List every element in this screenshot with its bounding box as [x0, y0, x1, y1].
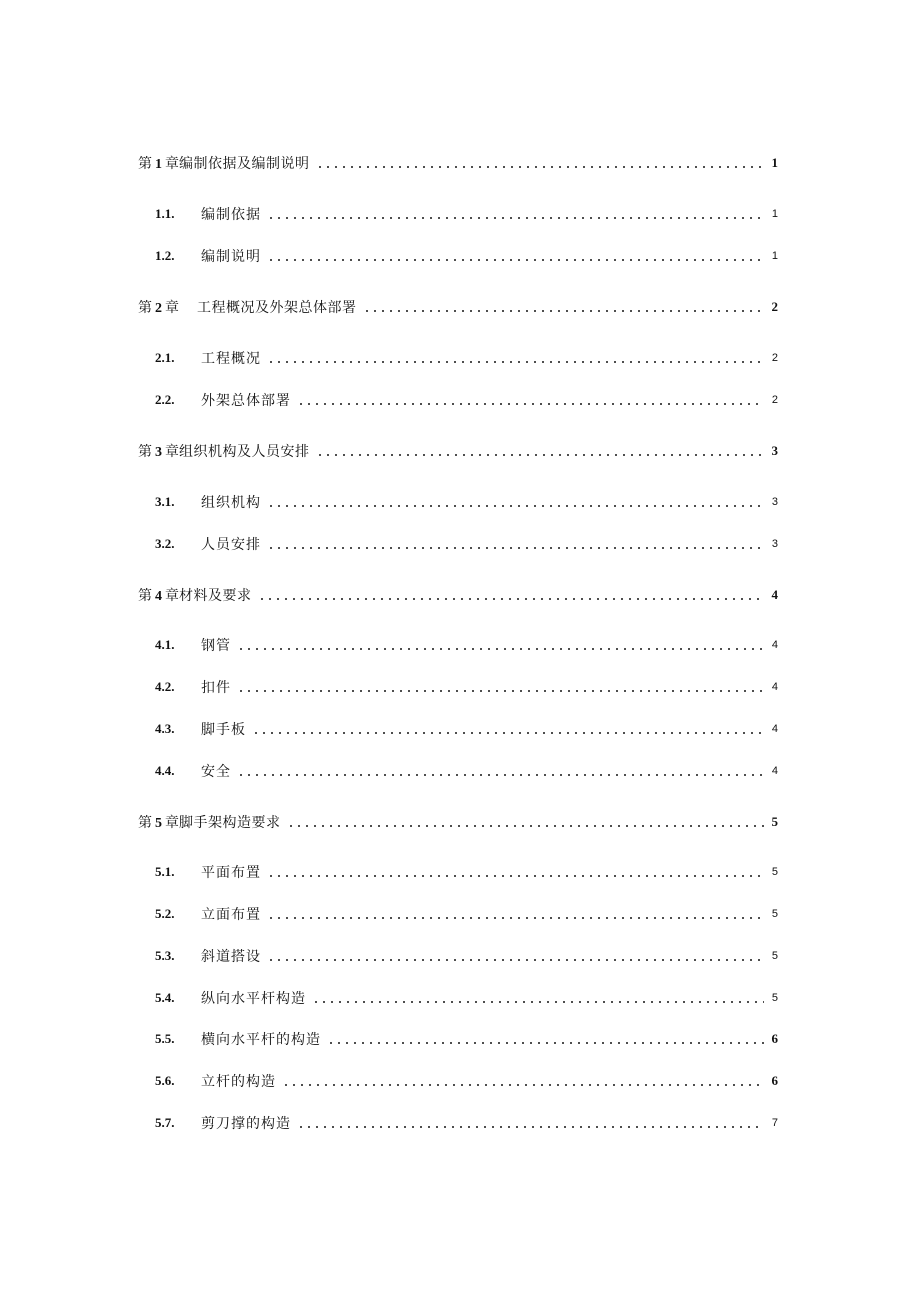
- section-title: 外架总体部署: [201, 393, 291, 409]
- page-number: 6: [771, 1073, 778, 1088]
- chapter-number: 5: [155, 816, 162, 831]
- section-number: 5.2.: [155, 906, 175, 921]
- section-title: 平面布置: [201, 865, 261, 881]
- toc-section-entry[interactable]: [155, 861, 778, 883]
- section-title: 人员安排: [201, 537, 261, 553]
- section-number: 3.2.: [155, 536, 175, 551]
- page-number: 5: [771, 908, 778, 920]
- section-title: 扣件: [201, 680, 231, 696]
- dot-leader: [267, 917, 764, 919]
- section-number: 4.1.: [155, 637, 175, 652]
- chapter-suffix: 章: [165, 588, 179, 604]
- section-number: 5.3.: [155, 948, 175, 963]
- section-number: 4.3.: [155, 721, 175, 736]
- page-number: 4: [771, 587, 778, 602]
- section-number: 4.2.: [155, 679, 175, 694]
- chapter-prefix: 第: [138, 300, 152, 316]
- toc-section-entry[interactable]: [155, 1112, 778, 1134]
- section-number: 5.1.: [155, 864, 175, 879]
- dot-leader: [267, 217, 764, 219]
- section-title: 立杆的构造: [201, 1074, 276, 1090]
- section-title: 纵向水平杆构造: [201, 991, 306, 1007]
- chapter-number: 2: [155, 301, 162, 316]
- page-number: 3: [771, 496, 778, 508]
- dot-leader: [252, 732, 764, 734]
- dot-leader: [267, 259, 764, 261]
- section-number: 2.1.: [155, 350, 175, 365]
- section-number: 5.4.: [155, 990, 175, 1005]
- dot-leader: [267, 959, 764, 961]
- dot-leader: [297, 1126, 764, 1128]
- dot-leader: [363, 310, 765, 312]
- toc-section-entry[interactable]: [155, 203, 778, 225]
- section-number: 1.2.: [155, 248, 175, 263]
- toc-chapter-entry[interactable]: [138, 584, 778, 606]
- section-number: 2.2.: [155, 392, 175, 407]
- page-number: 4: [771, 681, 778, 693]
- chapter-title: 材料及要求: [179, 588, 252, 604]
- toc-section-entry[interactable]: [155, 245, 778, 267]
- page-number: 5: [771, 814, 778, 829]
- page-number: 3: [771, 538, 778, 550]
- dot-leader: [267, 505, 764, 507]
- section-title: 安全: [201, 764, 231, 780]
- toc-section-entry[interactable]: [155, 760, 778, 782]
- chapter-label: [138, 812, 179, 832]
- toc-section-entry[interactable]: [155, 1070, 778, 1092]
- dot-leader: [267, 361, 764, 363]
- page-number: 6: [771, 1031, 778, 1046]
- toc-section-entry[interactable]: [155, 634, 778, 656]
- section-title: 编制说明: [201, 249, 261, 265]
- chapter-prefix: 第: [138, 444, 152, 460]
- section-number: 4.4.: [155, 763, 175, 778]
- section-title: 剪刀撑的构造: [201, 1116, 291, 1132]
- chapter-label: [138, 297, 179, 317]
- page-number: 1: [771, 250, 778, 262]
- chapter-suffix: 章: [165, 444, 179, 460]
- dot-leader: [282, 1084, 764, 1086]
- section-number: 5.5.: [155, 1031, 175, 1046]
- toc-section-entry[interactable]: [155, 945, 778, 967]
- section-number: 3.1.: [155, 494, 175, 509]
- chapter-suffix: 章: [165, 815, 179, 831]
- page-number: 5: [771, 950, 778, 962]
- dot-leader: [237, 690, 764, 692]
- chapter-title: 组织机构及人员安排: [179, 444, 310, 460]
- page-number: 4: [771, 639, 778, 651]
- section-title: 组织机构: [201, 495, 261, 511]
- dot-leader: [258, 598, 765, 600]
- chapter-title: 工程概况及外架总体部署: [197, 300, 357, 316]
- dot-leader: [287, 825, 765, 827]
- toc-section-entry[interactable]: [155, 718, 778, 740]
- page-number: 4: [771, 765, 778, 777]
- chapter-suffix: 章: [165, 156, 179, 172]
- toc-chapter-entry[interactable]: [138, 440, 778, 462]
- section-title: 工程概况: [201, 351, 261, 367]
- dot-leader: [327, 1042, 764, 1044]
- toc-chapter-entry[interactable]: [138, 296, 778, 318]
- page-number: 2: [771, 299, 778, 314]
- section-number: 5.6.: [155, 1073, 175, 1088]
- page-number: 5: [771, 866, 778, 878]
- section-title: 编制依据: [201, 207, 261, 223]
- chapter-prefix: 第: [138, 588, 152, 604]
- section-title: 脚手板: [201, 722, 246, 738]
- section-title: 横向水平杆的构造: [201, 1032, 321, 1048]
- toc-section-entry[interactable]: [155, 987, 778, 1009]
- page-number: 1: [771, 155, 778, 170]
- chapter-label: [138, 153, 179, 173]
- dot-leader: [316, 454, 765, 456]
- page-number: 4: [771, 723, 778, 735]
- chapter-label: [138, 585, 179, 605]
- dot-leader: [312, 1001, 764, 1003]
- section-title: 钢管: [201, 638, 231, 654]
- section-number: 1.1.: [155, 206, 175, 221]
- toc-section-entry[interactable]: [155, 347, 778, 369]
- page-number: 1: [771, 208, 778, 220]
- toc-section-entry[interactable]: [155, 903, 778, 925]
- toc-section-entry[interactable]: [155, 676, 778, 698]
- toc-section-entry[interactable]: [155, 1028, 778, 1050]
- chapter-title: 脚手架构造要求: [179, 815, 281, 831]
- section-title: 立面布置: [201, 907, 261, 923]
- chapter-suffix: 章: [165, 300, 179, 316]
- dot-leader: [237, 648, 764, 650]
- chapter-number: 1: [155, 157, 162, 172]
- dot-leader: [267, 547, 764, 549]
- chapter-title: 编制依据及编制说明: [179, 156, 310, 172]
- dot-leader: [316, 166, 765, 168]
- toc-section-entry[interactable]: [155, 491, 778, 513]
- chapter-prefix: 第: [138, 156, 152, 172]
- section-title: 斜道搭设: [201, 949, 261, 965]
- chapter-label: [138, 441, 179, 461]
- dot-leader: [297, 403, 764, 405]
- chapter-prefix: 第: [138, 815, 152, 831]
- dot-leader: [237, 774, 764, 776]
- toc-chapter-entry[interactable]: [138, 811, 778, 833]
- dot-leader: [267, 875, 764, 877]
- chapter-number: 4: [155, 589, 162, 604]
- page-number: 3: [771, 443, 778, 458]
- toc-chapter-entry[interactable]: [138, 152, 778, 174]
- chapter-number: 3: [155, 445, 162, 460]
- page-number: 2: [771, 352, 778, 364]
- toc-section-entry[interactable]: [155, 533, 778, 555]
- page-number: 7: [771, 1117, 778, 1129]
- section-number: 5.7.: [155, 1115, 175, 1130]
- page-number: 5: [771, 992, 778, 1004]
- page-number: 2: [771, 394, 778, 406]
- toc-section-entry[interactable]: [155, 389, 778, 411]
